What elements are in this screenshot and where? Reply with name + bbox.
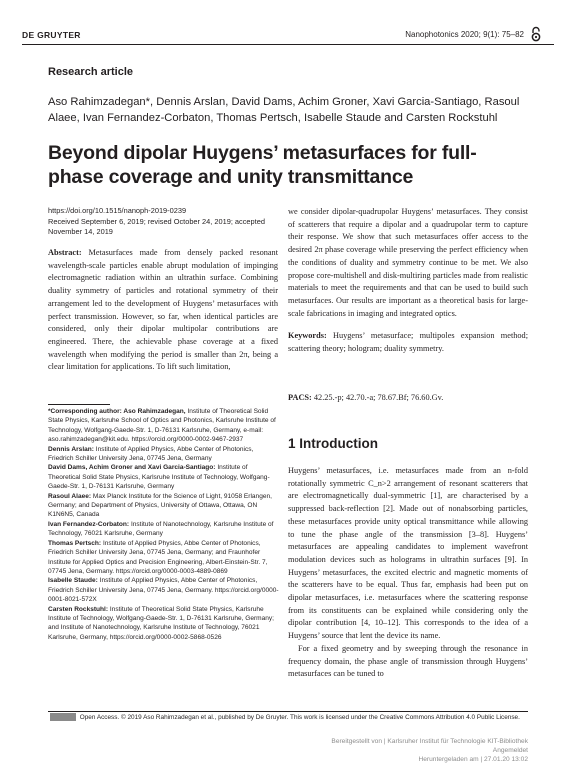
license-text: Open Access. © 2019 Aso Rahimzadegan et al., published by De Gruyter. This work is licensed under the Creative Commons Attribution 4.0 Public License. (79, 714, 520, 721)
article-dates: Received September 6, 2019; revised October 24, 2019; accepted November 14, 2019 (48, 216, 265, 236)
publisher-name: DE GRUYTER (22, 30, 81, 40)
footnote: David Dams, Achim Groner and Xavi Garcia-Santiago: Institute of Theoretical Solid State Physics, Karlsruhe Institute of Technology, Wolfgang-Gaede-Str. 1, D-76131 Karlsruhe, Germany (48, 464, 270, 491)
footnote-rule (48, 404, 110, 405)
watermark-line: Heruntergeladen am | 27.01.20 13:02 (418, 756, 528, 763)
abstract-text-left: Metasurfaces made from densely packed resonant wavelength-scale particles enable abrupt modulation of impinging electromagnetic radiation within an ultrathin surface. Combining duality symmetry of particles and rotational symmetry of their arrangement led to the development of Huygens’ metasurfaces with perfect transmission. However, so far, when identical particles are considered, only their dipolar multipolar contributions are engineered. There, the achievable phase coverage at a fixed wavelength when modifying the period is smaller than 2π, being a clear limitation for applications. To lift such limitation, (48, 248, 279, 372)
footnote: Dennis Arslan: Institute of Applied Physics, Abbe Center of Photonics, Friedrich Schiller University Jena, 07745 Jena, Germany (48, 445, 254, 463)
section-label: Research article (48, 66, 133, 78)
introduction-body (288, 465, 528, 681)
abstract-right (288, 206, 528, 356)
abstract-left (48, 247, 278, 374)
doi-link[interactable]: https://doi.org/10.1515/nanoph-2019-0239 (48, 206, 187, 215)
introduction-heading: 1 Introduction (288, 436, 378, 451)
pacs (288, 393, 528, 402)
footnote: Thomas Pertsch: Institute of Applied Physics, Abbe Center of Photonics, Friedrich Schiller University Jena, 07745 Jena, Germany; and Fraunhofer Institute for Applied Optics and Precision Engineering, Albert-Einstein-Str. 7, 07745 Jena, Germany. https://orcid.org/0000-0003-4889-0869 (48, 539, 268, 575)
intro-paragraph-1: Huygens’ metasurfaces, i.e. metasurfaces made from an n-fold rotationally symmetric C_n>2 arrangement of resonant scatterers that are electromagnetically dual-symmetric [1], are characterised by a suppressed back-reflection [2]. Made out of nonabsorbing particles, these metasurfaces provide unity optical transmittance while allowing to tune the phase angle of the transmission [3–8]. Huygens’ metasurfaces are appealing candidates to implement wavefront modulation devices such as holograms in ultrathin surfaces [9]. In Huygens’ metasurfaces, the excited electric and magnetic moments of the scatterers have to be equal. Thus far, emphasis had been put on dipolar metasurfaces, i.e. metasurfaces where the scattering response from its constituents can be explained while considering only the dipolar contribution [4, 10–12]. This corresponds to the idea of a Huygens’ source that lent the device its name. (288, 466, 528, 641)
pacs-label: PACS: (288, 393, 312, 402)
keywords (288, 330, 528, 355)
license-notice (48, 713, 530, 722)
abstract-label: Abstract: (48, 248, 82, 257)
cc-by-badge-icon (50, 713, 76, 721)
affiliations (48, 407, 280, 642)
watermark-line: Angemeldet (492, 747, 528, 754)
open-access-icon (530, 26, 542, 42)
keywords-text: Huygens’ metasurface; multipoles expansion method; scattering theory; hologram; duality symmetry. (288, 331, 528, 354)
pacs-text: 42.25.-p; 42.70.-a; 78.67.Bf; 76.60.Gv. (313, 393, 444, 402)
keywords-label: Keywords: (288, 331, 327, 341)
footnote: Rasoul Alaee: Max Planck Institute for the Science of Light, 91058 Erlangen, Germany; and Department of Physics, University of Ottawa, Ottawa, ON K1N6N5, Canada (48, 492, 272, 519)
footnote: Ivan Fernandez-Corbaton: Institute of Nanotechnology, Karlsruhe Institute of Technology, 76021 Karlsruhe, Germany (48, 520, 274, 538)
article-info (48, 206, 278, 238)
article-title: Beyond dipolar Huygens’ metasurfaces for full-phase coverage and unity transmittance (48, 142, 477, 188)
watermark-line: Bereitgestellt von | Karlsruher Institut für Technologie KIT-Bibliothek (331, 738, 528, 745)
author-list: Aso Rahimzadegan*, Dennis Arslan, David Dams, Achim Groner, Xavi Garcia-Santiago, Rasoul Alaee, Ivan Fernandez-Corbaton, Thomas Pertsch, Isabelle Staude and Carsten Rockstuhl (48, 96, 520, 124)
header-rule (22, 44, 554, 45)
license-rule (48, 711, 528, 712)
intro-paragraph-2: For a fixed geometry and by sweeping through the resonance in frequency domain, the phase angle of transmission through Huygens’ metasurfaces can be tuned to (288, 643, 528, 679)
abstract-text-right: we consider dipolar-quadrupolar Huygens’ metasurfaces. They consist of scatterers that require a dipolar and a quadrupolar term to capture their response. We show that such metasurfaces offer access to the desired 2π phase coverage while preserving the perfect efficiency when the conditions of duality and symmetry continue to be met. We also propose core-multishell and disk-multiring particles made from realistic materials to meet the requirements and that can be used to build such metasurfaces. Our results are important as a theoretical basis for large-scale fabrications in imaging and integrated optics. (288, 207, 528, 318)
footnote: Carsten Rockstuhl: Institute of Theoretical Solid State Physics, Karlsruhe Institute of Technology, Wolfgang-Gaede-Str. 1, D-76131 Karlsruhe, Germany; and Institute of Nanotechnology, Karlsruhe Institute of Technology, 76021 Karlsruhe, Germany, https://orcid.org/0000-0002-5868-0526 (48, 605, 274, 641)
footnote: *Corresponding author: Aso Rahimzadegan, Institute of Theoretical Solid State Physics, Karlsruhe School of Optics and Photonics, Karlsruhe Institute of Technology, Wolfgang-Gaede-Str. 1, D-76131 Karlsruhe, Germany, e-mail: aso.rahimzadegan@kit.edu. https://orcid.org/0000-0002-9467-2937 (48, 408, 276, 444)
journal-citation: Nanophotonics 2020; 9(1): 75–82 (405, 30, 524, 39)
download-watermark (331, 737, 528, 764)
footnote: Isabelle Staude: Institute of Applied Physics, Abbe Center of Photonics, Friedrich Schiller University Jena, 07745 Jena, Germany. https://orcid.org/0000-0001-8021-572X (48, 577, 279, 604)
